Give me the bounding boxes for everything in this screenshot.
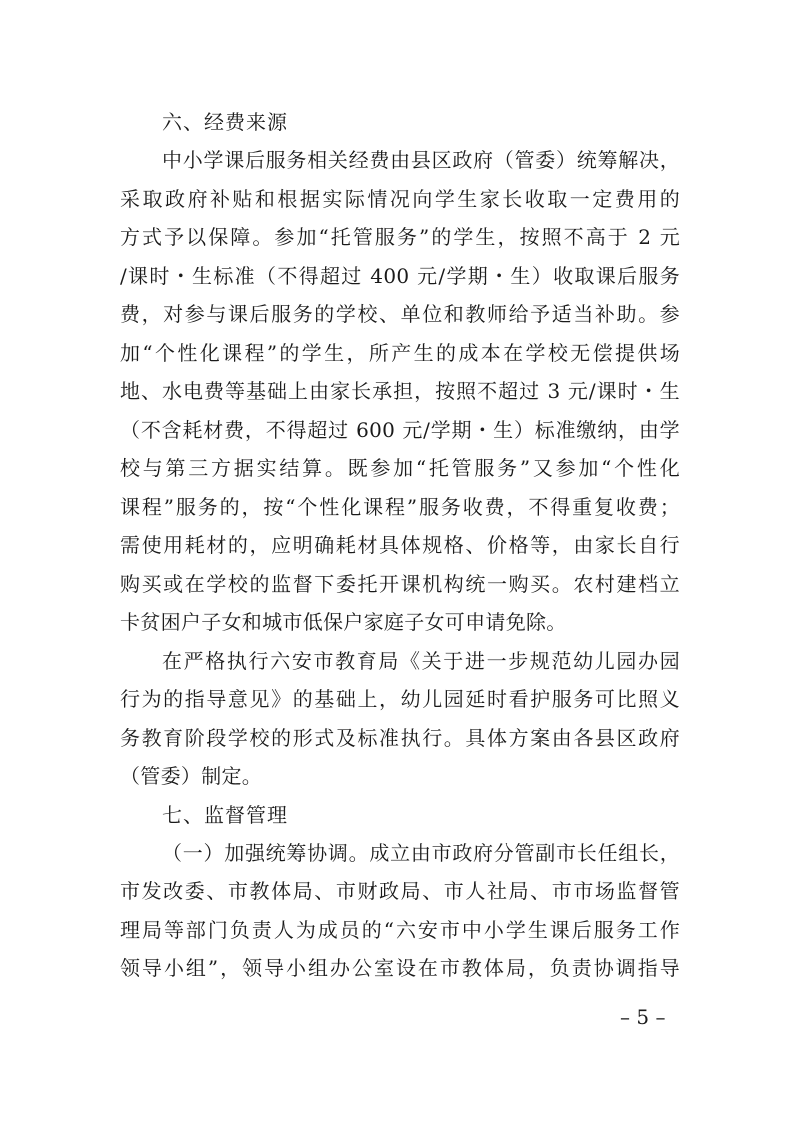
page-number: – 5 – (620, 1005, 666, 1029)
text-line: 务教育阶段学校的形式及标准执行。具体方案由各县区政府 (120, 725, 680, 750)
text-line: 校与第三方据实结算。既参加“托管服务”又参加“个性化 (120, 456, 680, 480)
text-line: （不含耗材费，不得超过 600 元/学期・生）标准缴纳，由学 (120, 417, 680, 442)
section-heading-supervision: 七、监督管理 (162, 802, 288, 827)
text-line: 采取政府补贴和根据实际情况向学生家长收取一定费用的 (120, 186, 680, 211)
text-line: 加“个性化课程”的学生，所产生的成本在学校无偿提供场 (120, 340, 680, 365)
text-line: （管委）制定。 (120, 764, 263, 788)
text-line: 行为的指导意见》的基础上，幼儿园延时看护服务可比照义 (120, 687, 680, 711)
text-line: 课程”服务的，按“个性化课程”服务收费，不得重复收费； (120, 494, 680, 519)
text-line: （一）加强统筹协调。成立由市政府分管副市长任组长， (162, 840, 680, 865)
text-line: 领导小组”，领导小组办公室设在市教体局，负责协调指导 (120, 956, 680, 980)
section-heading-funding: 六、经费来源 (162, 110, 288, 134)
text-line: 需使用耗材的，应明确耗材具体规格、价格等，由家长自行 (120, 533, 680, 557)
text-line: 卡贫困户子女和城市低保户家庭子女可申请免除。 (120, 610, 567, 634)
text-line: /课时・生标准（不得超过 400 元/学期・生）收取课后服务 (120, 263, 680, 288)
text-line: 地、水电费等基础上由家长承担，按照不超过 3 元/课时・生 (120, 379, 680, 403)
text-line: 理局等部门负责人为成员的“六安市中小学生课后服务工作 (120, 917, 680, 942)
text-line: 方式予以保障。参加“托管服务”的学生，按照不高于 2 元 (120, 225, 680, 249)
text-line: 费，对参与课后服务的学校、单位和教师给予适当补助。参 (120, 302, 680, 326)
paragraph-supervision-1 (120, 834, 680, 988)
text-line: 中小学课后服务相关经费由县区政府（管委）统筹解决， (162, 148, 680, 172)
text-line: 市发改委、市教体局、市财政局、市人社局、市市场监督管 (120, 879, 680, 903)
document-body (120, 103, 680, 988)
paragraph-funding-2 (120, 642, 680, 796)
text-line: 在严格执行六安市教育局《关于进一步规范幼儿园办园 (162, 648, 680, 673)
paragraph-funding-1 (120, 141, 680, 642)
text-line: 购买或在学校的监督下委托开课机构统一购买。农村建档立 (120, 571, 680, 596)
